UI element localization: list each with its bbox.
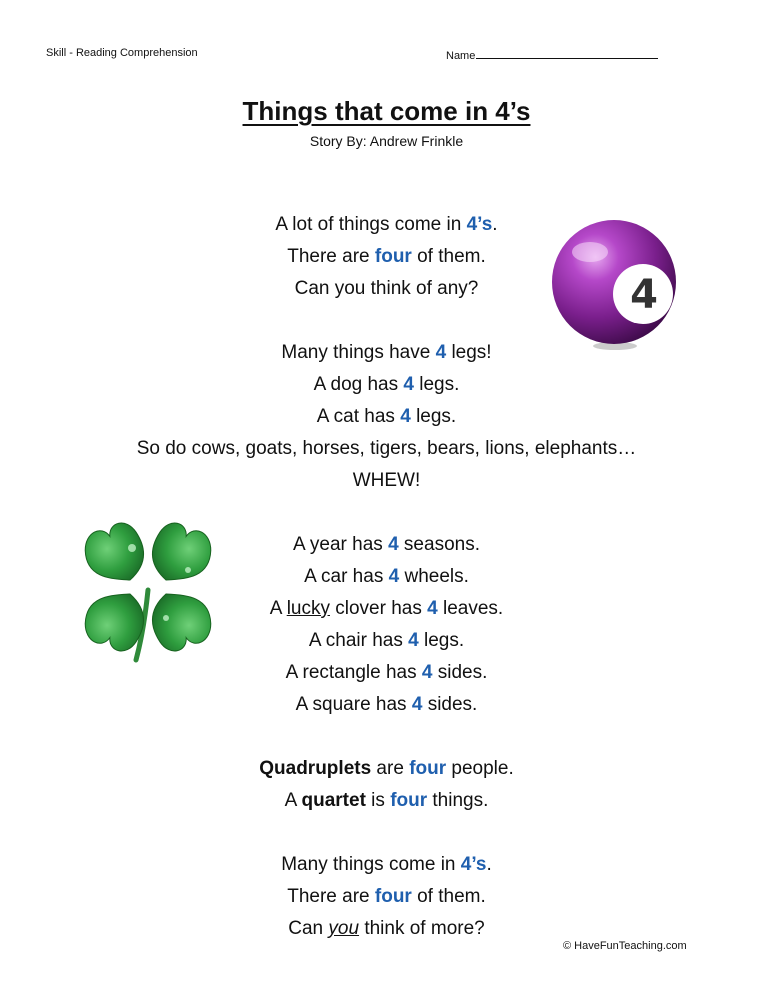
- highlight-word: 4: [388, 534, 399, 555]
- story-line: A square has 4 sides.: [295, 694, 478, 715]
- highlight-word: 4’s: [466, 214, 493, 235]
- highlight-word: 4: [435, 342, 447, 363]
- story-line: A lot of things come in 4’s.: [275, 214, 498, 235]
- name-blank-line: [476, 47, 658, 59]
- story-line: Quadruplets are four people.: [259, 758, 514, 779]
- highlight-word: 4: [421, 662, 433, 683]
- story-line: A cat has 4 legs.: [316, 406, 457, 427]
- highlight-word: four: [374, 246, 412, 267]
- story-line: Can you think of more?: [288, 918, 485, 939]
- story-line: There are four of them.: [287, 246, 486, 267]
- highlight-word: four: [390, 790, 428, 811]
- highlight-word: 4: [400, 406, 411, 427]
- name-label: Name: [446, 50, 476, 62]
- story-line: A chair has 4 legs.: [308, 630, 465, 651]
- bold-word: Quadruplets: [259, 758, 372, 779]
- highlight-word: 4: [427, 598, 438, 619]
- story-line: A car has 4 wheels.: [304, 566, 469, 587]
- story-line: WHEW!: [352, 470, 421, 491]
- story-byline: Story By: Andrew Frinkle: [309, 133, 464, 149]
- story-line: Can you think of any?: [294, 278, 479, 299]
- bold-word: quartet: [301, 790, 366, 811]
- highlight-word: four: [409, 758, 447, 779]
- italic-underlined-word: you: [328, 918, 360, 939]
- story-line: A year has 4 seasons.: [293, 534, 480, 555]
- highlight-word: 4: [403, 374, 414, 395]
- story-line: A rectangle has 4 sides.: [285, 662, 488, 683]
- story-line: Many things have 4 legs!: [281, 342, 492, 363]
- highlight-word: 4’s: [460, 854, 487, 875]
- highlight-word: four: [374, 886, 412, 907]
- story-line: There are four of them.: [287, 886, 486, 907]
- story-text: [0, 209, 773, 945]
- skill-label: Skill - Reading Comprehension: [46, 47, 198, 59]
- story-line: A lucky clover has 4 leaves.: [269, 598, 504, 619]
- story-line: Many things come in 4’s.: [281, 854, 492, 875]
- highlight-word: 4: [388, 566, 400, 587]
- underlined-word: lucky: [286, 598, 330, 619]
- story-line: A quartet is four things.: [284, 790, 489, 811]
- highlight-word: 4: [408, 630, 419, 651]
- copyright-footer: © HaveFunTeaching.com: [563, 940, 687, 952]
- ball-number: 4: [630, 272, 658, 318]
- story-title: Things that come in 4’s: [242, 96, 531, 126]
- story-line: So do cows, goats, horses, tigers, bears, lions, elephants…: [136, 438, 637, 459]
- name-field: [446, 47, 658, 62]
- highlight-word: 4: [411, 694, 423, 715]
- story-line: A dog has 4 legs.: [313, 374, 460, 395]
